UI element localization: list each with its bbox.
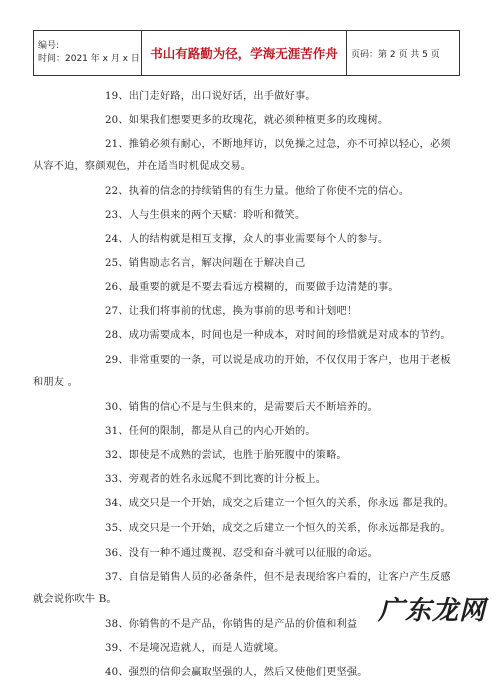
- header-motto: 书山有路勤为径，学海无涯苦作舟: [142, 31, 347, 75]
- list-item: 35、成交只是一个开始，成交之后建立一个恒久的关系，你永远都是我的。: [105, 523, 451, 534]
- list-item: 32、即使是不成熟的尝试，也胜于胎死腹中的策略。: [105, 450, 347, 461]
- list-item: 27、让我们将事前的忧虑，换为事前的思考和计划吧！: [105, 306, 358, 317]
- list-item: 38、你销售的不是产品，你销售的是产品的价值和利益: [105, 619, 358, 630]
- list-item: 20、如果我们想要更多的玫瑰花，就必须种植更多的玫瑰树。: [105, 115, 389, 126]
- list-item: 31、任何的限制，都是从自己的内心开始的。: [105, 426, 316, 437]
- watermark-logo: 广东龙网: [377, 596, 486, 626]
- time-label: 时间：2021 年 x 月 x 日: [38, 54, 140, 64]
- document-header: [33, 30, 460, 76]
- list-item: 19、出门走好路，出口说好话，出手做好事。: [105, 91, 316, 102]
- list-item: 23、人与生俱来的两个天赋：聆听和微笑。: [105, 210, 306, 221]
- list-item: 25、销售励志名言，解决问题在于解决自己: [105, 258, 306, 269]
- list-item: 29、非常重要的一条，可以说是成功的开始，不仅仅用于客户，也用于老板和朋友 。: [33, 355, 451, 388]
- list-item: 26、最重要的就是不要去看远方模糊的，而要做手边清楚的事。: [105, 282, 399, 293]
- list-item: 36、没有一种不通过蔑视、忍受和奋斗就可以征服的命运。: [105, 548, 379, 559]
- list-item: 40、强烈的信仰会赢取坚强的人，然后又使他们更坚强。: [105, 667, 368, 678]
- header-meta: [34, 31, 142, 75]
- list-item: 30、销售的信心不是与生俱来的，是需要后天不断培养的。: [105, 402, 379, 413]
- list-item: 37、自信是销售人员的必备条件，但不是表现给客户看的，让客户产生反感就会说你吹牛 B。: [33, 572, 451, 605]
- list-item: 28、成功需要成本，时间也是一种成本，对时间的珍惜就是对成本的节约。: [105, 330, 451, 341]
- list-item: 39、不是境况造就人，而是人造就境。: [105, 643, 285, 654]
- page-indicator: 页码：第 2 页 共 5 页: [351, 49, 440, 60]
- list-item: 24、人的结构就是相互支撑，众人的事业需要每个人的参与。: [105, 234, 389, 245]
- number-label: 编号:: [38, 41, 60, 51]
- list-item: 21、推销必须有耐心，不断地拜访，以免操之过急，亦不可掉以轻心，必须从容不迫，察颜观色，并在适当时机促成交易。: [33, 139, 451, 172]
- list-item: 34、成交只是一个开始，成交之后建立一个恒久的关系，你永远 都是我的。: [105, 498, 455, 509]
- list-item: 33、旁观者的姓名永远爬不到比赛的计分板上。: [105, 474, 327, 485]
- list-item: 22、执着的信念的持续销售的有生力量。他给了你使不完的信心。: [105, 186, 410, 197]
